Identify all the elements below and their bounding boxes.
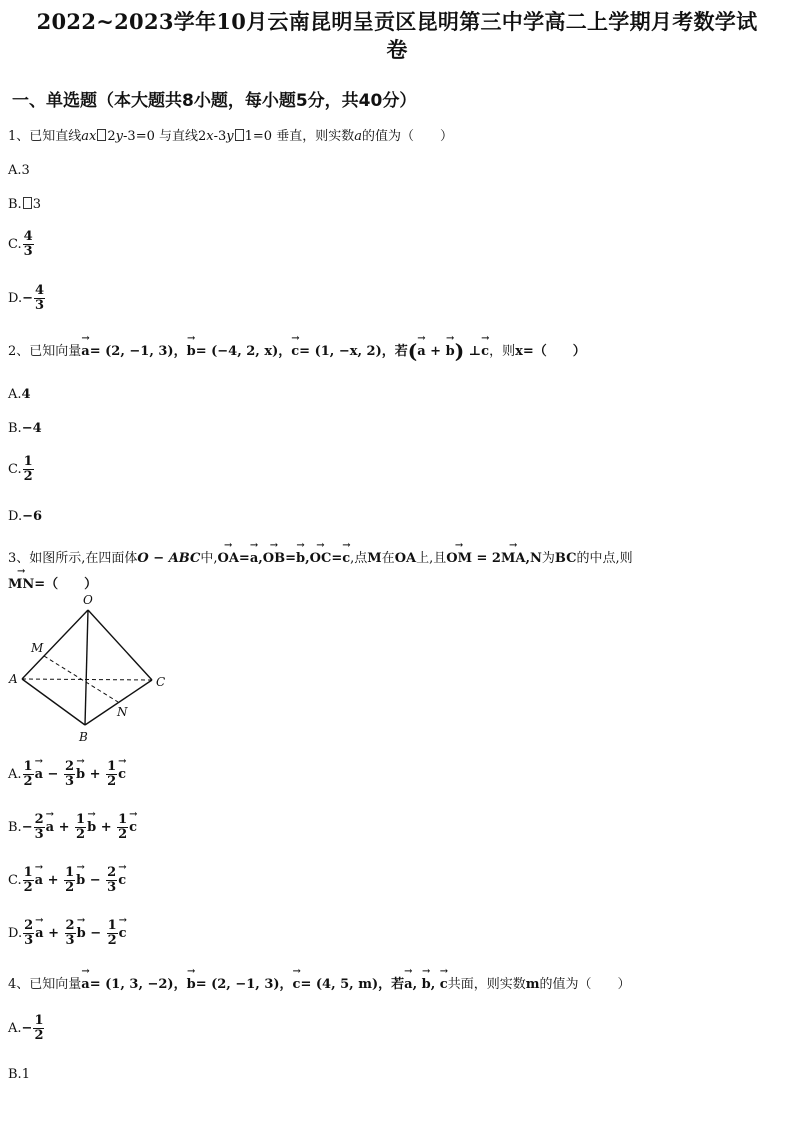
math-expression: (→ a + → b) ⊥→ c: [408, 344, 489, 359]
math-var: a: [354, 129, 362, 144]
question-1: [8, 128, 453, 146]
option-text: 1: [21, 1067, 30, 1082]
vector-c: → c: [293, 976, 301, 994]
option-label: B.: [8, 197, 22, 212]
fraction-numerator: 1: [34, 1013, 44, 1028]
vector-mn: → MN: [8, 576, 34, 594]
question-text: =（ ）: [522, 344, 586, 359]
math-var: M: [367, 551, 382, 566]
fraction-numerator: 4: [35, 283, 45, 298]
option-text: −4: [21, 421, 42, 436]
option-1d: [8, 284, 46, 313]
question-text: 为: [541, 551, 555, 566]
question-text: 共面，则实数: [447, 977, 526, 992]
option-label: C.: [8, 237, 22, 252]
question-number: 1、: [8, 129, 30, 144]
math-var: y: [226, 129, 234, 144]
fraction-numerator: 1: [23, 454, 33, 469]
question-number: 4、: [8, 977, 30, 992]
option-label: A.: [8, 387, 22, 402]
question-text: ，则: [489, 344, 516, 359]
question-2: [8, 339, 586, 363]
math-var: m: [525, 977, 540, 992]
label-b: B: [79, 730, 88, 744]
vector-a: → a: [81, 343, 89, 361]
edge-oc: [88, 610, 152, 680]
option-label: D.: [8, 926, 23, 941]
option-text: −6: [22, 509, 43, 524]
option-1b: [8, 196, 41, 214]
option-3a: [8, 760, 126, 789]
missing-glyph-icon: [97, 129, 106, 141]
math-var: x: [206, 129, 214, 144]
question-text: -3: [213, 129, 227, 144]
page-title-line-2: 卷: [386, 37, 408, 62]
option-label: B.: [8, 1067, 22, 1082]
label-m: M: [31, 641, 44, 655]
option-2c: [8, 455, 35, 484]
question-text: 上,且: [416, 551, 447, 566]
math-expression: = (−4, 2, x)，: [195, 344, 292, 359]
question-text: 中,: [200, 551, 218, 566]
question-text: 的中点,则: [576, 551, 633, 566]
option-2a: [8, 386, 31, 404]
question-text: 的值为（ ）: [539, 977, 631, 992]
option-sign: −: [22, 291, 33, 306]
option-1a: [8, 162, 30, 180]
page-title-line-1: 2022~2023学年10月云南昆明呈贡区昆明第三中学高二上学期月考数学试: [36, 9, 758, 34]
option-expression: $\frac{1}{2}$ → a − $\frac{2}{3}$ → b + $\frac{1}{2}$ → c: [22, 767, 127, 782]
question-text: 2: [107, 129, 116, 144]
label-n: N: [117, 705, 128, 719]
option-label: C.: [8, 462, 22, 477]
math-expression: O − ABC: [137, 551, 201, 566]
math-var: x: [515, 344, 523, 359]
question-text: 的值为（ ）: [361, 129, 453, 144]
question-text: 如图所示,在四面体: [29, 551, 138, 566]
option-text: 3: [21, 163, 30, 178]
question-text: =（ ）: [34, 577, 98, 592]
math-expression: = (2, −1, 3)，: [195, 977, 293, 992]
math-expression: = (2, −1, 3)，: [89, 344, 187, 359]
question-text: 在: [381, 551, 395, 566]
label-o: O: [83, 593, 93, 607]
option-4b: [8, 1066, 30, 1084]
vector-a: → a: [81, 976, 89, 994]
math-var: y: [115, 129, 124, 144]
math-expression: → OA=→ a,→ OB=→ b,→ OC=→ c: [218, 551, 351, 566]
fraction-denominator: 2: [23, 469, 33, 484]
option-label: C.: [8, 873, 22, 888]
label-c: C: [156, 675, 166, 689]
fraction-denominator: 2: [34, 1028, 44, 1043]
option-2b: [8, 420, 42, 438]
vector-c: → c: [291, 343, 299, 361]
question-number: 3、: [8, 551, 30, 566]
segment-mn: [44, 656, 118, 702]
vector-b: → b: [187, 976, 196, 994]
fraction: [23, 230, 34, 259]
vector-b: → b: [187, 343, 196, 361]
option-2d: [8, 508, 42, 526]
edge-ac-hidden: [22, 679, 152, 680]
edge-ab: [22, 679, 85, 725]
question-text: 已知直线: [29, 129, 82, 144]
math-expression: = (4, 5, m)，若: [300, 977, 405, 992]
option-expression: − $\frac{2}{3}$ → a + $\frac{1}{2}$ → b + $\frac{1}{2}$ → c: [22, 820, 137, 835]
math-expression: → a, → b, → c: [404, 977, 448, 992]
option-label: A.: [8, 163, 22, 178]
edge-ob: [85, 610, 88, 725]
fraction-denominator: 3: [23, 244, 33, 259]
question-number: 2、: [8, 344, 30, 359]
question-text: 已知向量: [29, 344, 82, 359]
option-1c: [8, 230, 35, 259]
missing-glyph-icon: [23, 197, 32, 209]
option-3c: [8, 866, 126, 895]
math-var: BC: [554, 551, 577, 566]
option-3b: [8, 813, 137, 842]
math-var: OA: [394, 551, 417, 566]
option-label: D.: [8, 509, 23, 524]
section-header: 一、单选题（本大题共8小题，每小题5分，共40分）: [12, 91, 417, 111]
option-label: B.: [8, 421, 22, 436]
math-expression: → OM = 2→ MA,: [446, 551, 530, 566]
fraction: [33, 1014, 44, 1043]
tetrahedron-diagram: [4, 590, 176, 746]
option-3d: [8, 919, 127, 948]
option-4a: [8, 1014, 45, 1043]
math-expression: = (1, 3, −2)，: [89, 977, 187, 992]
option-expression: $\frac{2}{3}$ → a + $\frac{2}{3}$ → b − $\frac{1}{2}$ → c: [22, 926, 127, 941]
fraction: [34, 284, 45, 313]
question-text: 1=0 垂直，则实数: [244, 129, 355, 144]
option-expression: $\frac{1}{2}$ → a + $\frac{1}{2}$ → b − $\frac{2}{3}$ → c: [22, 873, 127, 888]
option-label: D.: [8, 291, 23, 306]
math-var: N: [529, 551, 542, 566]
question-text: -3=0 与直线2: [123, 129, 207, 144]
missing-glyph-icon: [235, 129, 244, 141]
option-text: 3: [32, 197, 41, 212]
question-text: 已知向量: [29, 977, 82, 992]
label-a: A: [9, 672, 18, 686]
fraction-numerator: 4: [23, 229, 33, 244]
fraction: [23, 455, 34, 484]
option-label: A.: [8, 767, 22, 782]
option-label: B.: [8, 820, 22, 835]
question-3: [8, 550, 633, 568]
option-text: 4: [21, 387, 31, 402]
option-sign: −: [21, 1021, 33, 1036]
question-4: [8, 976, 631, 994]
math-var: ax: [81, 129, 97, 144]
fraction-denominator: 3: [35, 298, 45, 313]
option-label: A.: [8, 1021, 22, 1036]
math-expression: = (1, −x, 2)，若: [299, 344, 408, 359]
question-text: ,点: [350, 551, 368, 566]
